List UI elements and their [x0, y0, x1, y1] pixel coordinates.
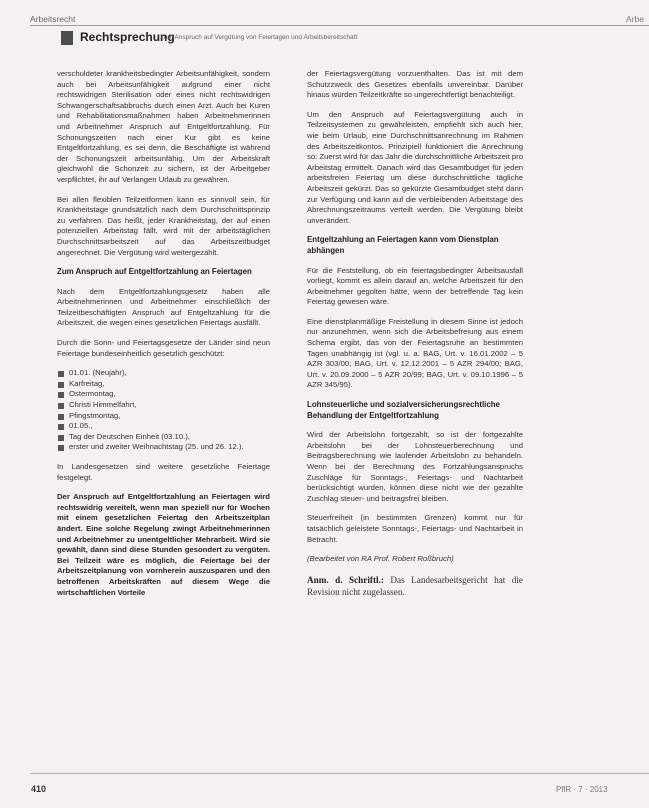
paragraph: Um den Anspruch auf Feiertagsvergütung auch in Teilzeitsystemen zu gewährleisten, empfiehlt sich auch hier, wie beim Urlaub, eine Durchschnittsanrechnung im Rahmen des Arbeitszeitkontos. Prinzipiell funktioniert die Anrechnung so: Zuerst wird für das Jahr die durchschnittliche Arbeitszeit pro Arbeitstag ermittelt. Danach wird das Gesamtbudget für jeden arbeitsfreien Feiertag um diese durchschnittliche tägliche Arbeitszeit gekürzt. Das so gekürzte Gesamtbudget steht dann zur Verfügung und kann auf die verbleibenden Arbeitstage des Abrechnungszeitraums verteilt werden. Die Vergütung bleibt unverändert.	[307, 109, 523, 225]
editor-note	[307, 574, 523, 599]
paragraph: Durch die Sonn- und Feiertagsgesetze der Länder sind neun Feiertage bundeseinheitlich gesetzlich geschützt:	[57, 338, 270, 358]
paragraph: In Landesgesetzen sind weitere gesetzliche Feiertage festgelegt.	[57, 462, 270, 482]
editor-note-text: Das Landesarbeitsgericht hat die Revision nicht zugelassen.	[307, 574, 524, 598]
paragraph: Der Anspruch auf Entgeltfortzahlung an Feiertagen wird rechtswidrig vereitelt, wenn man speziell nur für Wochen mit einem gesetzlichen Feiertag den Arbeitszeitplan ändert. Eine solche Regelung zwingt Arbeitnehmerinnen und Arbeitnehmer zu unentgeltlicher Mehrarbeit. Wird sie gewählt, dann sind diese Stunden gesondert zu vergüten. Bei Teilzeit wäre es möglich, die Feiertage bei der Arbeitszeitplanung von vornherein auszusparen und den betroffenen Arbeitskräften auf diesem Wege die wirtschaftlichen Vorteile	[57, 492, 270, 597]
facing-page-label: Arbe	[626, 14, 644, 24]
journal-reference: PflR · 7 · 2013	[556, 785, 608, 794]
section-label: Arbeitsrecht	[30, 14, 76, 24]
list-item: Christi Himmelfahrt,	[57, 400, 270, 411]
paragraph: Nach dem Entgeltfortzahlungsgesetz haben alle Arbeitnehmerinnen und Arbeitnehmer einschließlich der Teilzeitbeschäftigten Anspruch auf Entgeltzahlung für die Arbeitszeit, die wegen eines gesetzlichen Feiertags ausfällt.	[57, 286, 270, 328]
page-title: Rechtsprechung	[80, 30, 175, 44]
section-heading: Zum Anspruch auf Entgeltfortzahlung an Feiertagen	[57, 267, 252, 277]
paragraph: verschuldeter krankheitsbedingter Arbeitsunfähigkeit, sondern auch bei Arbeitsunfähigkeit aufgrund einer nicht rechtswidrigen Sterilisation oder eines nicht rechtswidrigen Schwangerschaftsabbruchs durch einen Arzt. Auch bei Kuren und Rehabilitationsmaßnahmen haben Arbeitnehmerinnen und Arbeitnehmer Anspruch auf Entgeltfortzahlung. Für Schonungszeiten nach einer Kur gibt es keine Entgeltfortzahlung, es sei denn, die Beschäftigte ist während der Schonungszeit arbeitsunfähig. Um der Arbeitskraft gleichwohl die Schonzeit zu sichern, ist der Arbeitgeber verpflichtet, ihr auf Verlangen Urlaub zu gewähren.	[57, 69, 270, 184]
header-rule	[30, 25, 649, 26]
list-item: Ostermontag,	[57, 389, 270, 400]
section-heading: Entgeltzahlung an Feiertagen kann vom Dienstplan abhängen	[307, 235, 499, 255]
list-item: Tag der Deutschen Einheit (03.10.),	[57, 432, 270, 443]
footer-rule	[30, 773, 649, 774]
paragraph: Für die Feststellung, ob ein feiertagsbedingter Arbeitsausfall vorliegt, kommt es allein darauf an, welche Arbeitszeit für den Arbeitnehmer gegolten hätte, wenn der betreffende Tag kein Feiertag gewesen wäre.	[307, 265, 523, 307]
header-marker	[61, 31, 73, 45]
paragraph: Wird der Arbeitslohn fortgezahlt, so ist der fortgezahlte Arbeitslohn bei der Lohnsteuerberechnung und Beitragsberechnung wie laufender Arbeitslohn zu behandeln. Wenn bei der Berechnung des Fortzahlungsanspruchs Zuschläge für Sonntags-, Feiertags- und Nachtarbeit berücksichtigt wurden, können diese nicht wie der gezahlte Zuschlag steuer- und beitragsfrei bleiben.	[307, 430, 523, 503]
paragraph: Eine dienstplanmäßige Freistellung in diesem Sinne ist jedoch nur anzunehmen, wenn sich die Arbeitsbefreiung aus einem Schema ergibt, das von der Feiertagsruhe an bestimmten Tagen unabhängig ist (vgl. u. a. BAG, Urt. v. 16.01.2002 – 5 AZR 303/00; BAG, Urt. v. 12.12.2001 – 5 AZR 294/00; BAG, Urt. v. 20.09.2000 – 5 AZR 20/99; BAG, Urt. v. 09.10.1996 – 5 AZR 345/95).	[307, 316, 523, 390]
left-column	[57, 69, 270, 607]
paragraph: Steuerfreiheit (in bestimmten Grenzen) kommt nur für tatsächlich geleistete Sonntags-, Feiertags- und Nachtarbeit in Betracht.	[307, 513, 523, 544]
paragraph: der Feiertagsvergütung vorzuenthalten. Das ist mit dem Schutzzweck des Gesetzes ebenfalls unvereinbar. Darüber hinaus würden Teilzeitkräfte so ungerechtfertigt benachteiligt.	[307, 69, 523, 100]
list-item: 01.05.,	[57, 421, 270, 432]
list-item: Pfingstmontag,	[57, 411, 270, 422]
list-item: 01.01. (Neujahr),	[57, 368, 270, 379]
author-credit: (Bearbeitet von RA Prof. Robert Roßbruch)	[307, 554, 454, 564]
holiday-list	[57, 368, 270, 453]
editor-note-label: Anm. d. Schriftl.:	[307, 574, 384, 585]
page-number: 410	[31, 784, 47, 794]
list-item: erster und zweiter Weihnachtstag (25. und 26. 12.).	[57, 442, 270, 453]
list-item: Karfreitag,	[57, 379, 270, 390]
page-subtitle: Zum Anspruch auf Vergütung von Feiertagen und Arbeitsbereitschaft	[160, 34, 358, 41]
section-heading: Lohnsteuerliche und sozialversicherungsrechtliche Behandlung der Entgeltfortzahlung	[307, 400, 500, 420]
right-column	[307, 69, 523, 608]
paragraph: Bei allen flexiblen Teilzeitformen kann es sinnvoll sein, für Krankheitstage grundsätzlich nach dem Durchschnittsprinzip zu verfahren. Das heißt, jeder Krankheitstag, der auf einen potenziellen Arbeitstag fällt, wird mit der arbeitstäglichen Durchschnittsarbeitszeit auf das Arbeitszeitbudget angerechnet. Die Vergütung wird weitergezahlt.	[57, 194, 270, 257]
